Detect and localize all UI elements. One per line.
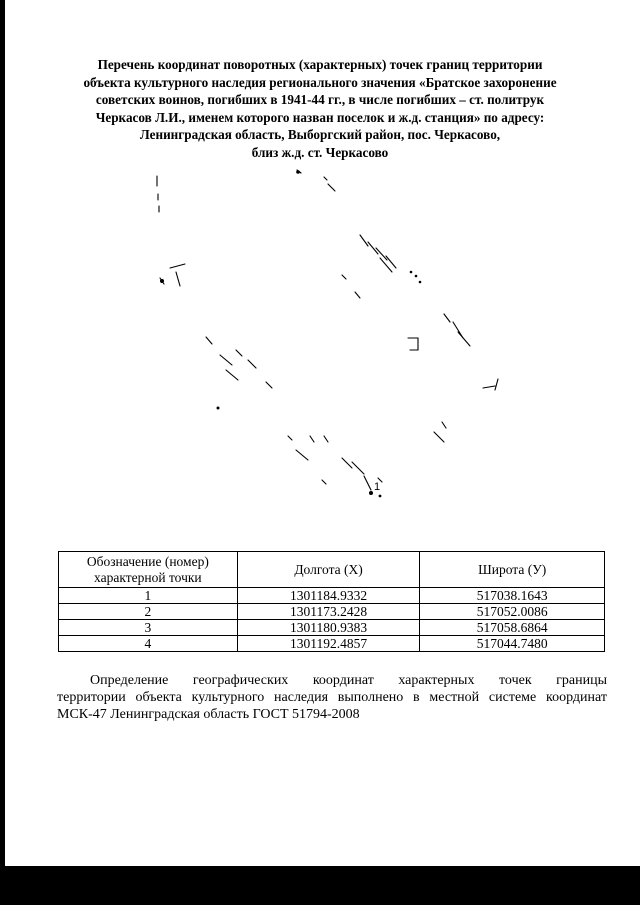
table-header-row — [59, 552, 605, 588]
document-title — [40, 56, 600, 162]
latitude-value: 517038.1643 — [420, 588, 605, 604]
title-line: советских воинов, погибших в 1941-44 гг., в числе погибших – ст. политрук — [95, 92, 545, 108]
title-line: объекта культурного наследия регионального значения «Братское захоронение — [83, 74, 557, 90]
title-line: Ленинградская область, Выборгский район, пос. Черкасово, — [139, 127, 501, 143]
table-row — [59, 620, 605, 636]
table-row — [59, 604, 605, 620]
point-number: 4 — [59, 636, 238, 652]
column-header-latitude: Широта (У) — [420, 552, 605, 588]
column-header-point: Обозначение (номер) характерной точки — [59, 552, 238, 588]
note-continuation: территории объекта культурного наследия выполнено в местной системе координат МСК-47 Ленинградская область ГОСТ 51794-2008 — [57, 690, 607, 722]
latitude-value: 517044.7480 — [420, 636, 605, 652]
table-row — [59, 636, 605, 652]
scan-bottom-band — [0, 866, 640, 905]
longitude-value: 1301173.2428 — [237, 604, 420, 620]
longitude-value: 1301180.9383 — [237, 620, 420, 636]
point-number: 1 — [59, 588, 238, 604]
note-first-line: Определение географических координат характерных точек границы — [90, 673, 607, 688]
column-header-longitude: Долгота (Х) — [237, 552, 420, 588]
table-row — [59, 588, 605, 604]
longitude-value: 1301192.4857 — [237, 636, 420, 652]
latitude-value: 517058.6864 — [420, 620, 605, 636]
longitude-value: 1301184.9332 — [237, 588, 420, 604]
title-line: близ ж.д. ст. Черкасово — [251, 144, 389, 160]
point-number: 2 — [59, 604, 238, 620]
title-line: Перечень координат поворотных (характерных) точек границ территории — [97, 57, 543, 72]
boundary-scheme-sketch — [140, 160, 520, 510]
coordinates-table — [58, 551, 605, 652]
scan-edge-strip — [0, 0, 5, 866]
coordinate-system-note — [57, 672, 607, 723]
title-line: Черкасов Л.И., именем которого назван поселок и ж.д. станция» по адресу: — [95, 109, 545, 125]
point-number: 3 — [59, 620, 238, 636]
boundary-point-label: 1 — [374, 481, 381, 493]
latitude-value: 517052.0086 — [420, 604, 605, 620]
